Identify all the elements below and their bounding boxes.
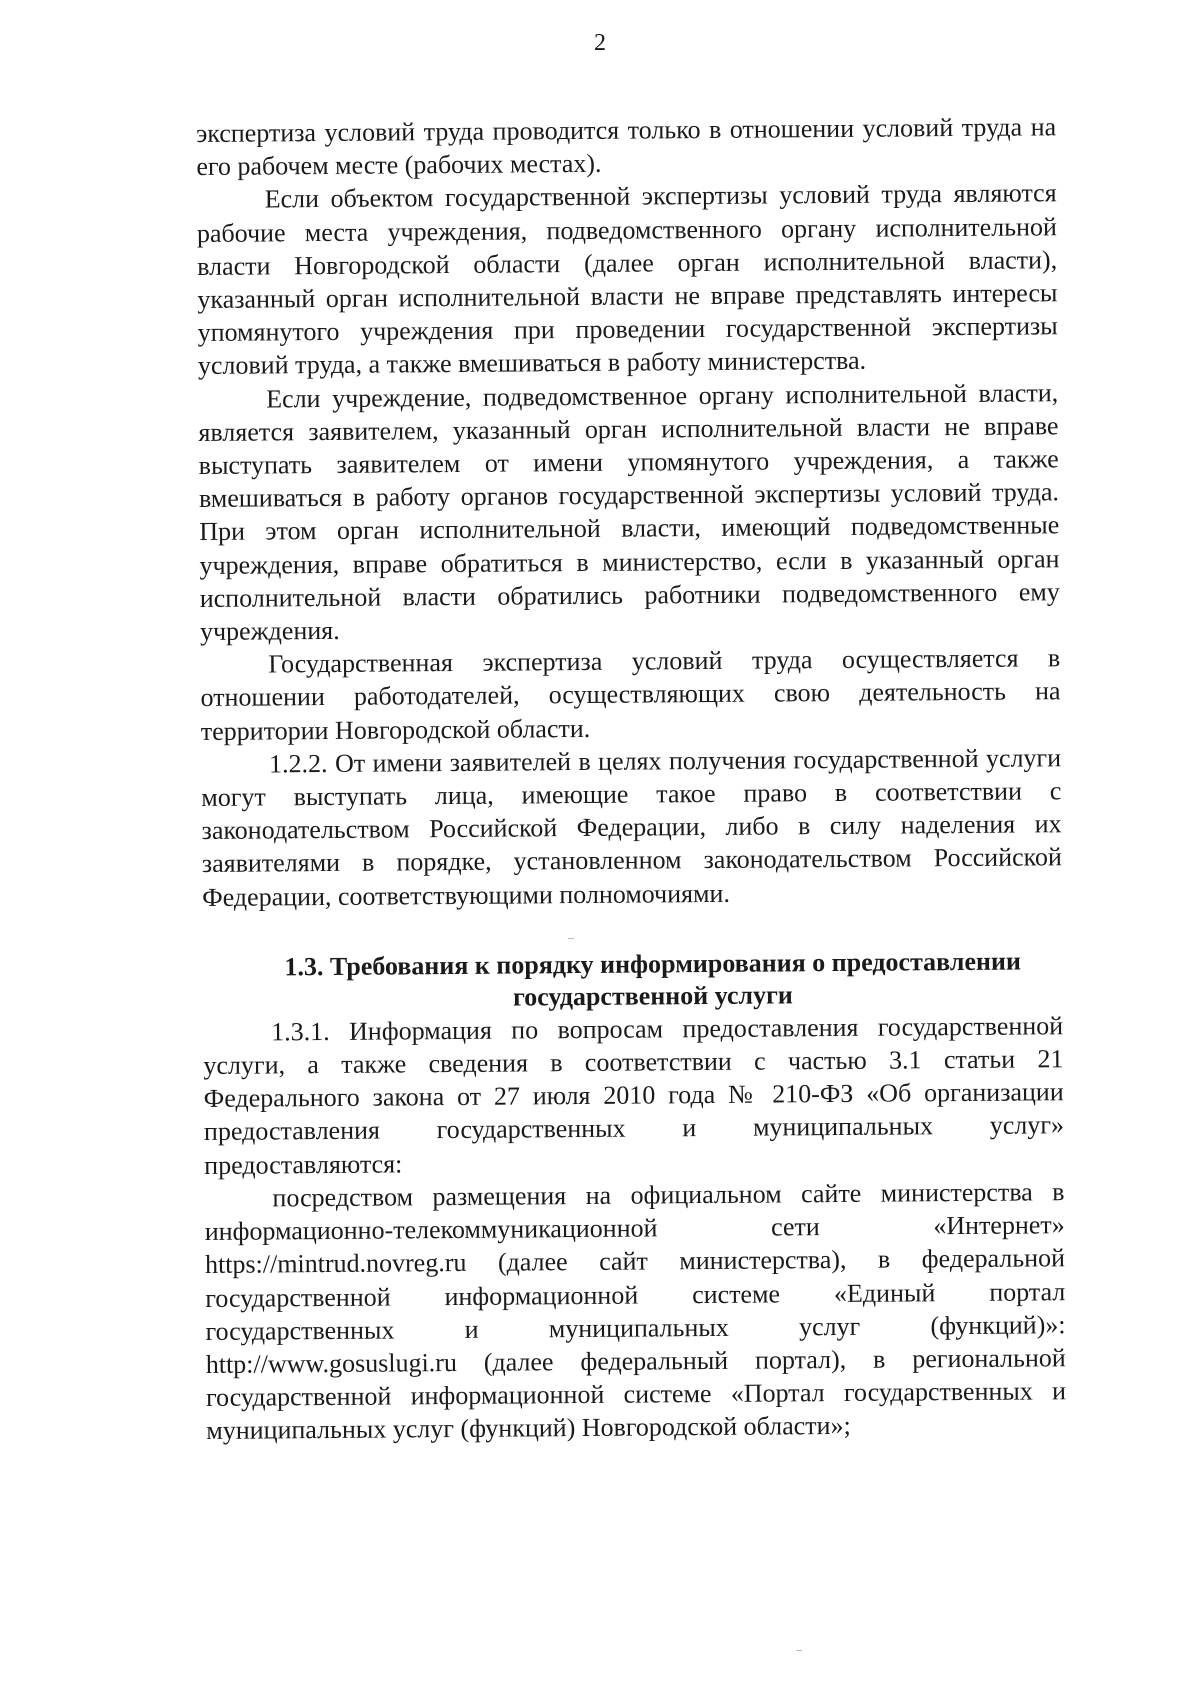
paragraph-expertise-scope: Государственная экспертиза условий труда осуществляется в отношении работодателей, осуществляющих свою деятельность на территории Новгородской области. [200, 643, 1061, 746]
paragraph-official-site: посредством размещения на официальном сайте министерства в информационно-телекоммуникационной сети «Интернет» https://mintrud.novreg.ru (далее сайт министерства), в федеральной государственной информационной системе «Единый портал государственных и муниципальных услуг (функций)»: http://www.gosuslugi.ru (далее федеральный портал), в региональной государственной информационной системе «Портал государственных и муниципальных услуг (функций) Новгородской области»; [204, 1177, 1067, 1446]
section-heading-1-3 [203, 945, 1063, 1016]
paragraph-continuation: экспертиза условий труда проводится только в отношении условий труда на его рабочем месте (рабочих местах). [196, 112, 1057, 182]
scan-speck [568, 938, 574, 939]
document-body [196, 110, 1066, 1447]
section-heading-line-2: государственной услуги [512, 980, 793, 1012]
page-number: 2 [594, 30, 606, 56]
scan-speck [796, 1650, 802, 1651]
section-heading-line-1: 1.3. Требования к порядку информирования о предоставлении [284, 946, 1022, 982]
paragraph-1-3-1: 1.3.1. Информация по вопросам предоставления государственной услуги, а также сведения в соответствии с частью 3.1 статьи 21 Федерального закона от 27 июля 2010 года № 210-ФЗ «Об организации предоставления государственных и муниципальных услуг» предоставляются: [203, 1011, 1065, 1180]
paragraph-subordinate-workplaces: Если объектом государственной экспертизы условий труда являются рабочие места учреждения, подведомственного органу исполнительной власти Новгородской области (далее орган исполнительной власти), указанный орган исполнительной власти не вправе представлять интересы упомянутого учреждения при проведении государственной экспертизы условий труда, а также вмешиваться в работу министерства. [196, 178, 1058, 381]
paragraph-institution-applicant: Если учреждение, подведомственное органу исполнительной власти, является заявителем, указанный орган исполнительной власти не вправе выступать заявителем от имени упомянутого учреждения, а также вмешиваться в работу органов государственной экспертизы условий труда. При этом орган исполнительной власти, имеющий подведомственные учреждения, вправе обратиться в министерство, если в указанный орган исполнительной власти обратились работники подведомственного ему учреждения. [198, 377, 1060, 647]
paragraph-1-2-2: 1.2.2. От имени заявителей в целях получения государственной услуги могут выступать лица, имеющие такое право в соответствии с законодательством Российской Федерации, либо в силу наделения их заявителями в порядке, установленном законодательством Российской Федерации, соответствующими полномочиями. [201, 743, 1062, 912]
